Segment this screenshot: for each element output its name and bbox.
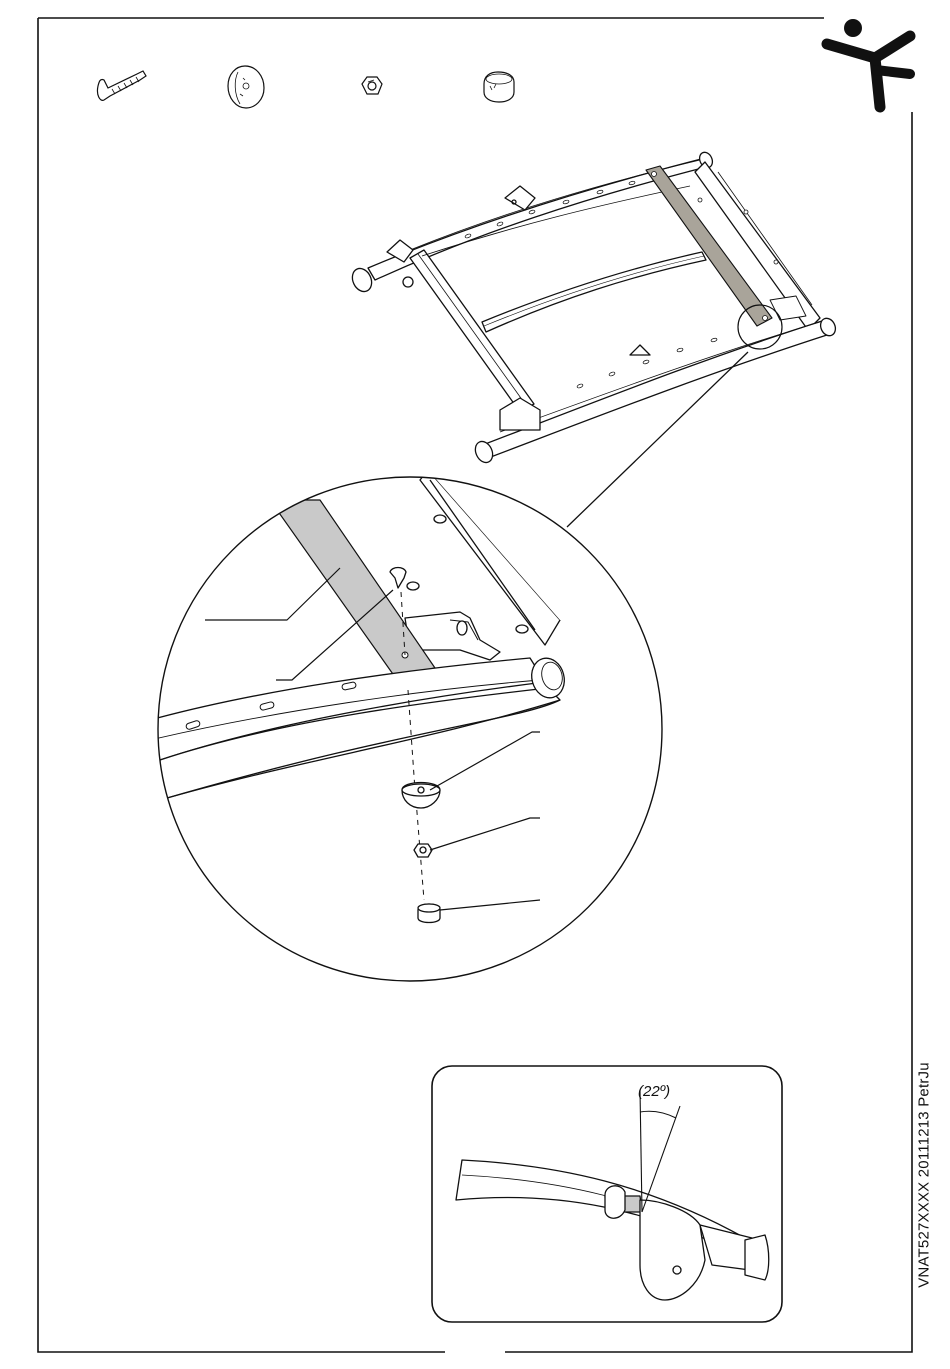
angle-label: (22º) — [638, 1083, 671, 1100]
chair-frame-drawing — [349, 150, 838, 465]
document-code: VNAT527XXXX 20111213 PetrJu — [915, 1062, 933, 1288]
angle-detail-inset — [432, 1066, 782, 1322]
hardware-parts-row — [97, 66, 514, 108]
bolt-icon — [97, 71, 146, 100]
magnified-detail — [150, 470, 662, 981]
dome-cap-icon — [228, 66, 264, 108]
end-cap-icon — [484, 72, 514, 102]
nut-icon — [362, 77, 382, 94]
jumping-figure-logo — [827, 19, 910, 107]
